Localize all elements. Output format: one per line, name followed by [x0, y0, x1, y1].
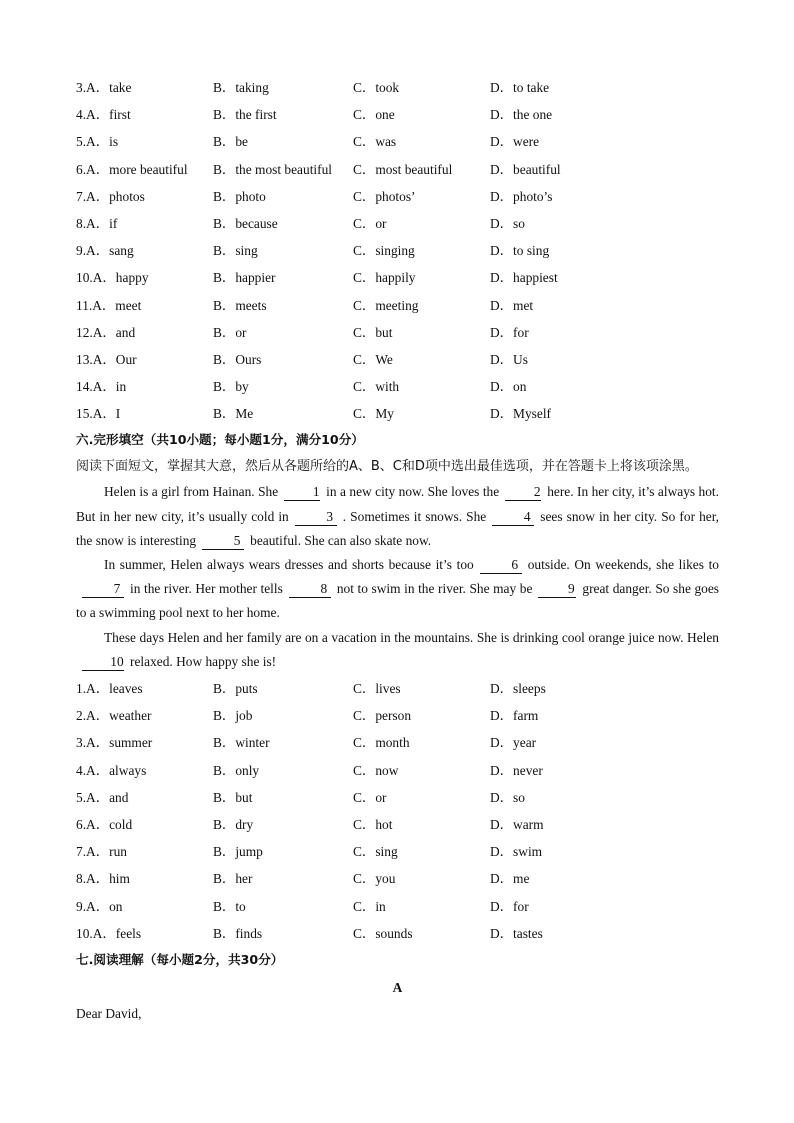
option-c: C．hot: [353, 817, 393, 832]
section5-options: [76, 74, 719, 427]
option-a: 6.A．cold: [76, 817, 133, 832]
question-row: [76, 373, 719, 400]
option-d: D．on: [490, 379, 527, 395]
option-d: D．beautiful: [490, 161, 561, 177]
option-a: 15.A．I: [76, 406, 121, 422]
blank-1: 1: [284, 485, 320, 501]
option-a: 10.A．happy: [76, 270, 149, 286]
option-a: 4.A．always: [76, 762, 147, 778]
question-row: [76, 838, 719, 865]
question-row: [76, 675, 719, 702]
question-row: [76, 292, 719, 319]
question-row: [76, 811, 719, 838]
option-d: D．so: [490, 789, 525, 805]
option-c: C．sounds: [353, 925, 413, 941]
exam-page: [76, 74, 719, 1027]
option-c: C．meeting: [353, 297, 419, 313]
question-row: [76, 319, 719, 346]
option-a: 9.A．on: [76, 898, 123, 914]
option-c: C．one: [353, 107, 395, 123]
option-a: 5.A．and: [76, 789, 129, 805]
option-b: B．or: [213, 324, 247, 340]
option-d: D．sleeps: [490, 681, 546, 697]
question-row: [76, 784, 719, 811]
blank-6: 6: [480, 558, 522, 574]
question-row: [76, 264, 719, 291]
question-row: [76, 400, 719, 427]
option-d: D．Us: [490, 351, 528, 367]
option-c: C．was: [353, 134, 397, 150]
option-c: C．or: [353, 215, 387, 231]
passage-label: A: [392, 979, 403, 995]
option-b: B．puts: [213, 681, 258, 697]
option-a: 1.A．leaves: [76, 681, 143, 697]
option-d: D．year: [490, 735, 537, 751]
passage-paragraph-1: Helen is a girl from Hainan. She 1 in a new city now. She loves the 2 here. In her city, it’s always hot. But in her new city, it’s usually cold in 3 . Sometimes it snows. She 4 sees snow in her city. So for her, the snow is interesting 5 beautiful. She can also skate now.: [76, 484, 720, 548]
option-a: 10.A．feels: [76, 925, 142, 941]
blank-2: 2: [505, 485, 541, 501]
option-b: B．jump: [213, 844, 263, 860]
option-c: C．person: [353, 708, 412, 724]
cloze-instruction: 阅读下面短文，掌握其大意，然后从各题所给的A、B、C和D项中选出最佳选项，并在答题卡上将该项涂黑。: [76, 459, 698, 475]
option-c: C．lives: [353, 681, 401, 697]
option-d: D．to take: [490, 80, 550, 95]
option-b: B．her: [213, 871, 253, 887]
blank-9: 9: [538, 582, 576, 598]
question-row: [76, 920, 719, 947]
option-c: C．but: [353, 324, 393, 340]
option-b: B．sing: [213, 243, 258, 259]
option-a: 2.A．weather: [76, 708, 152, 724]
option-c: C．sing: [353, 844, 398, 860]
option-b: B．dry: [213, 817, 254, 832]
option-a: 14.A．in: [76, 379, 127, 395]
question-row: [76, 128, 719, 155]
option-a: 6.A．more beautiful: [76, 161, 188, 177]
option-c: C．in: [353, 898, 386, 914]
option-a: 8.A．if: [76, 215, 118, 231]
question-row: [76, 210, 719, 237]
option-c: C．My: [353, 406, 394, 422]
option-a: 8.A．him: [76, 871, 130, 887]
option-c: C．took: [353, 80, 400, 95]
option-b: B．but: [213, 789, 253, 805]
option-d: D．tastes: [490, 925, 543, 941]
option-d: D．photo’s: [490, 188, 553, 204]
option-a: 3.A．summer: [76, 735, 153, 751]
question-row: [76, 893, 719, 920]
section-title-cloze: 六.完形填空（共10小题；每小题1分，满分10分）: [76, 432, 364, 448]
option-a: 7.A．run: [76, 844, 127, 860]
blank-7: 7: [82, 582, 124, 598]
option-d: D．met: [490, 297, 534, 313]
option-d: D．so: [490, 215, 525, 231]
option-b: B．be: [213, 134, 248, 150]
option-d: D．for: [490, 324, 529, 340]
option-b: B．Ours: [213, 351, 262, 367]
question-row: [76, 865, 719, 892]
question-row: [76, 346, 719, 373]
option-a: 4.A．first: [76, 107, 131, 123]
option-d: D．for: [490, 898, 529, 914]
option-c: C．month: [353, 735, 410, 751]
section-title-reading: 七.阅读理解（每小题2分，共30分）: [76, 951, 284, 967]
blank-5: 5: [202, 534, 244, 550]
option-a: 12.A．and: [76, 324, 136, 340]
option-a: 5.A．is: [76, 134, 119, 150]
option-a: 7.A．photos: [76, 188, 145, 204]
option-c: C．photos’: [353, 188, 416, 204]
option-d: D．swim: [490, 844, 543, 860]
option-b: B．finds: [213, 925, 263, 941]
option-d: D．warm: [490, 817, 544, 832]
option-d: D．were: [490, 134, 540, 150]
option-b: B．only: [213, 762, 260, 778]
question-row: [76, 237, 719, 264]
option-a: 9.A．sang: [76, 243, 134, 259]
option-b: B．winter: [213, 735, 270, 751]
option-a: 13.A．Our: [76, 351, 137, 367]
question-row: [76, 183, 719, 210]
option-b: B．the most beautiful: [213, 161, 333, 177]
option-a: 11.A．meet: [76, 297, 142, 313]
blank-8: 8: [289, 582, 331, 598]
option-b: B．taking: [213, 80, 269, 95]
passage-paragraph-3: These days Helen and her family are on a vacation in the mountains. She is drinking cool orange juice now. Helen10 relaxed. How happy she is!: [76, 626, 719, 674]
option-b: B．Me: [213, 406, 254, 422]
option-c: C．singing: [353, 243, 415, 259]
question-row: [76, 702, 719, 729]
blank-10: 10: [82, 655, 124, 671]
option-d: D．me: [490, 871, 530, 887]
blank-3: 3: [295, 510, 337, 526]
option-d: D．never: [490, 762, 543, 778]
option-b: B．job: [213, 708, 253, 724]
cloze-options: [76, 675, 719, 947]
option-c: C．most beautiful: [353, 161, 453, 177]
option-c: C．We: [353, 351, 393, 367]
option-a: 3.A．take: [76, 80, 132, 95]
option-b: B．by: [213, 379, 249, 395]
option-d: D．Myself: [490, 406, 551, 422]
option-c: C．or: [353, 789, 387, 805]
option-b: B．to: [213, 898, 246, 914]
option-d: D．the one: [490, 107, 553, 123]
option-c: C．happily: [353, 270, 416, 286]
question-row: [76, 101, 719, 128]
option-d: D．happiest: [490, 270, 558, 286]
option-b: B．meets: [213, 297, 267, 313]
option-b: B．photo: [213, 188, 266, 204]
option-c: C．now: [353, 762, 399, 778]
option-b: B．because: [213, 215, 278, 231]
option-b: B．happier: [213, 270, 276, 286]
question-row: [76, 757, 719, 784]
option-d: D．farm: [490, 708, 539, 724]
question-row: [76, 729, 719, 756]
option-d: D．to sing: [490, 243, 550, 259]
question-row: [76, 74, 719, 101]
passage-paragraph-2: In summer, Helen always wears dresses and shorts because it’s too 6 outside. On weekends, she likes to7 in the river. Her mother tells 8 not to swim in the river. She may be 9 great danger. So she goes to a swimming pool next to her home.: [76, 557, 720, 621]
letter-salutation: Dear David,: [76, 1005, 142, 1021]
option-c: C．you: [353, 871, 396, 887]
option-b: B．the first: [213, 107, 277, 123]
option-c: C．with: [353, 379, 400, 395]
blank-4: 4: [492, 510, 534, 526]
question-row: [76, 156, 719, 183]
